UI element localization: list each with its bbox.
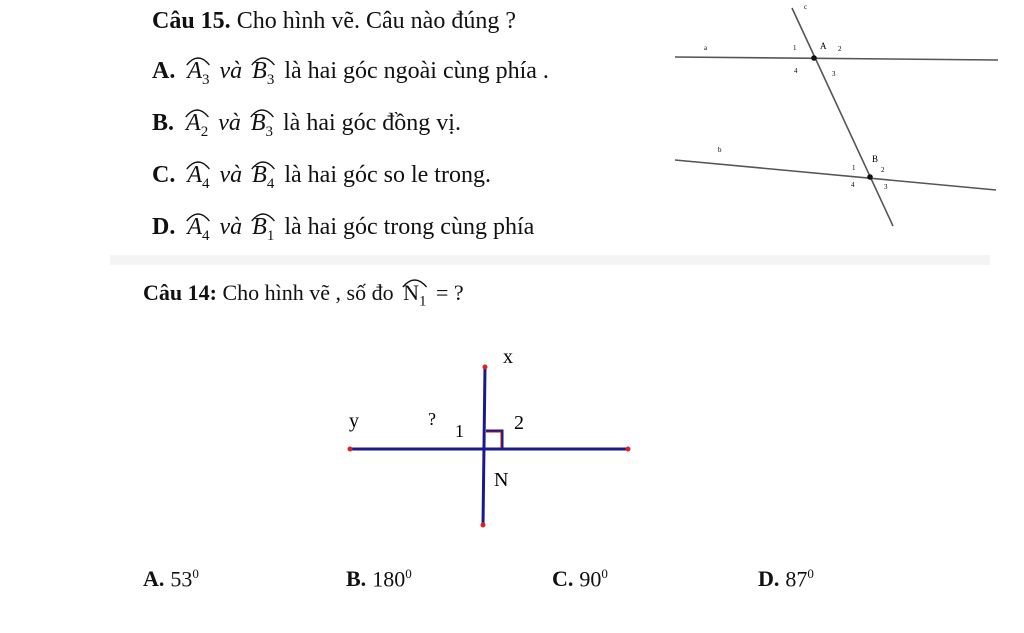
q14-figure: [330, 335, 650, 545]
line-a: [675, 57, 998, 60]
q15-number: Câu 15.: [152, 8, 231, 34]
label-a: a: [704, 44, 708, 52]
q14-title: [143, 280, 464, 310]
answer-label: C.: [552, 566, 574, 592]
answer-value: 87: [785, 566, 808, 592]
right-angle-mark: [486, 431, 502, 448]
option-label: C.: [152, 162, 176, 188]
q14-text-end: = ?: [435, 280, 464, 305]
angle-b1: 1: [852, 164, 856, 172]
angle-b3: 3: [884, 183, 888, 191]
option-conjunction: và: [219, 162, 243, 188]
answer-label: A.: [143, 566, 165, 592]
option-conjunction: và: [218, 110, 241, 136]
right-angle-mark-inner: [486, 432, 501, 448]
section-divider: [110, 255, 990, 265]
option-label: D.: [152, 214, 176, 240]
angle-a2: 2: [838, 45, 842, 53]
q15-figure: [670, 0, 1000, 240]
line-vertical: [483, 367, 485, 525]
option-conjunction: và: [219, 58, 243, 84]
label-question: ?: [428, 409, 436, 429]
q15-text: Cho hình vẽ. Câu nào đúng ?: [236, 8, 516, 34]
angle-symbol: $B_3$: [252, 58, 275, 88]
label-angle-2: 2: [514, 412, 524, 434]
degree-mark: 0: [192, 566, 199, 581]
angle-symbol: $B_4$: [252, 162, 275, 192]
point-b: [867, 174, 873, 180]
q14-answer-c[interactable]: [552, 566, 608, 592]
q15-option-d[interactable]: [152, 214, 534, 245]
line-end-dot: [626, 447, 631, 452]
angle-a1: 1: [793, 44, 797, 52]
answer-label: D.: [758, 566, 780, 592]
q15-title: [152, 8, 516, 35]
angle-b4: 4: [851, 181, 855, 189]
angle-symbol: $N_1$: [403, 280, 427, 310]
point-a: [811, 55, 817, 61]
q15-option-a[interactable]: [152, 58, 549, 89]
label-x: x: [503, 346, 513, 368]
label-b: b: [718, 146, 722, 154]
label-point-n: N: [494, 469, 509, 491]
angle-symbol: $B_3$: [250, 110, 274, 140]
label-angle-1: 1: [455, 421, 464, 441]
line-c: [792, 8, 893, 226]
degree-mark: 0: [807, 566, 814, 581]
line-end-dot: [483, 365, 488, 370]
line-end-dot: [481, 523, 486, 528]
label-point-b: B: [872, 154, 879, 164]
angle-symbol: $A_4$: [187, 162, 210, 192]
line-end-dot: [348, 447, 353, 452]
angle-a4: 4: [794, 67, 798, 75]
angle-symbol: $B_1$: [252, 214, 275, 244]
answer-value: 180: [372, 566, 406, 592]
angle-symbol: $A_4$: [187, 214, 210, 244]
q14-answer-d[interactable]: [758, 566, 814, 592]
q14-text: Cho hình vẽ , số đo: [222, 280, 394, 305]
angle-b2: 2: [881, 166, 885, 174]
option-text: là hai góc so le trong.: [284, 162, 491, 188]
q14-answer-a[interactable]: [143, 566, 199, 592]
q14-answer-b[interactable]: [346, 566, 412, 592]
label-c: c: [804, 3, 808, 11]
option-label: A.: [152, 58, 176, 84]
degree-mark: 0: [405, 566, 412, 581]
degree-mark: 0: [601, 566, 608, 581]
option-text: là hai góc trong cùng phía: [284, 214, 535, 240]
option-text: là hai góc đồng vị.: [283, 110, 461, 136]
label-y: y: [349, 410, 359, 432]
line-b: [675, 160, 996, 190]
answer-value: 90: [579, 566, 602, 592]
angle-symbol: $A_2$: [186, 110, 209, 140]
angle-symbol: $A_3$: [187, 58, 210, 88]
q15-option-b[interactable]: [152, 110, 461, 141]
label-point-a: A: [820, 41, 827, 51]
option-label: B.: [152, 110, 175, 136]
q14-number: Câu 14:: [143, 280, 217, 305]
option-conjunction: và: [219, 214, 243, 240]
answer-value: 53: [170, 566, 193, 592]
angle-a3: 3: [832, 70, 836, 78]
answer-label: B.: [346, 566, 367, 592]
q15-option-c[interactable]: [152, 162, 491, 193]
option-text: là hai góc ngoài cùng phía .: [284, 58, 549, 84]
